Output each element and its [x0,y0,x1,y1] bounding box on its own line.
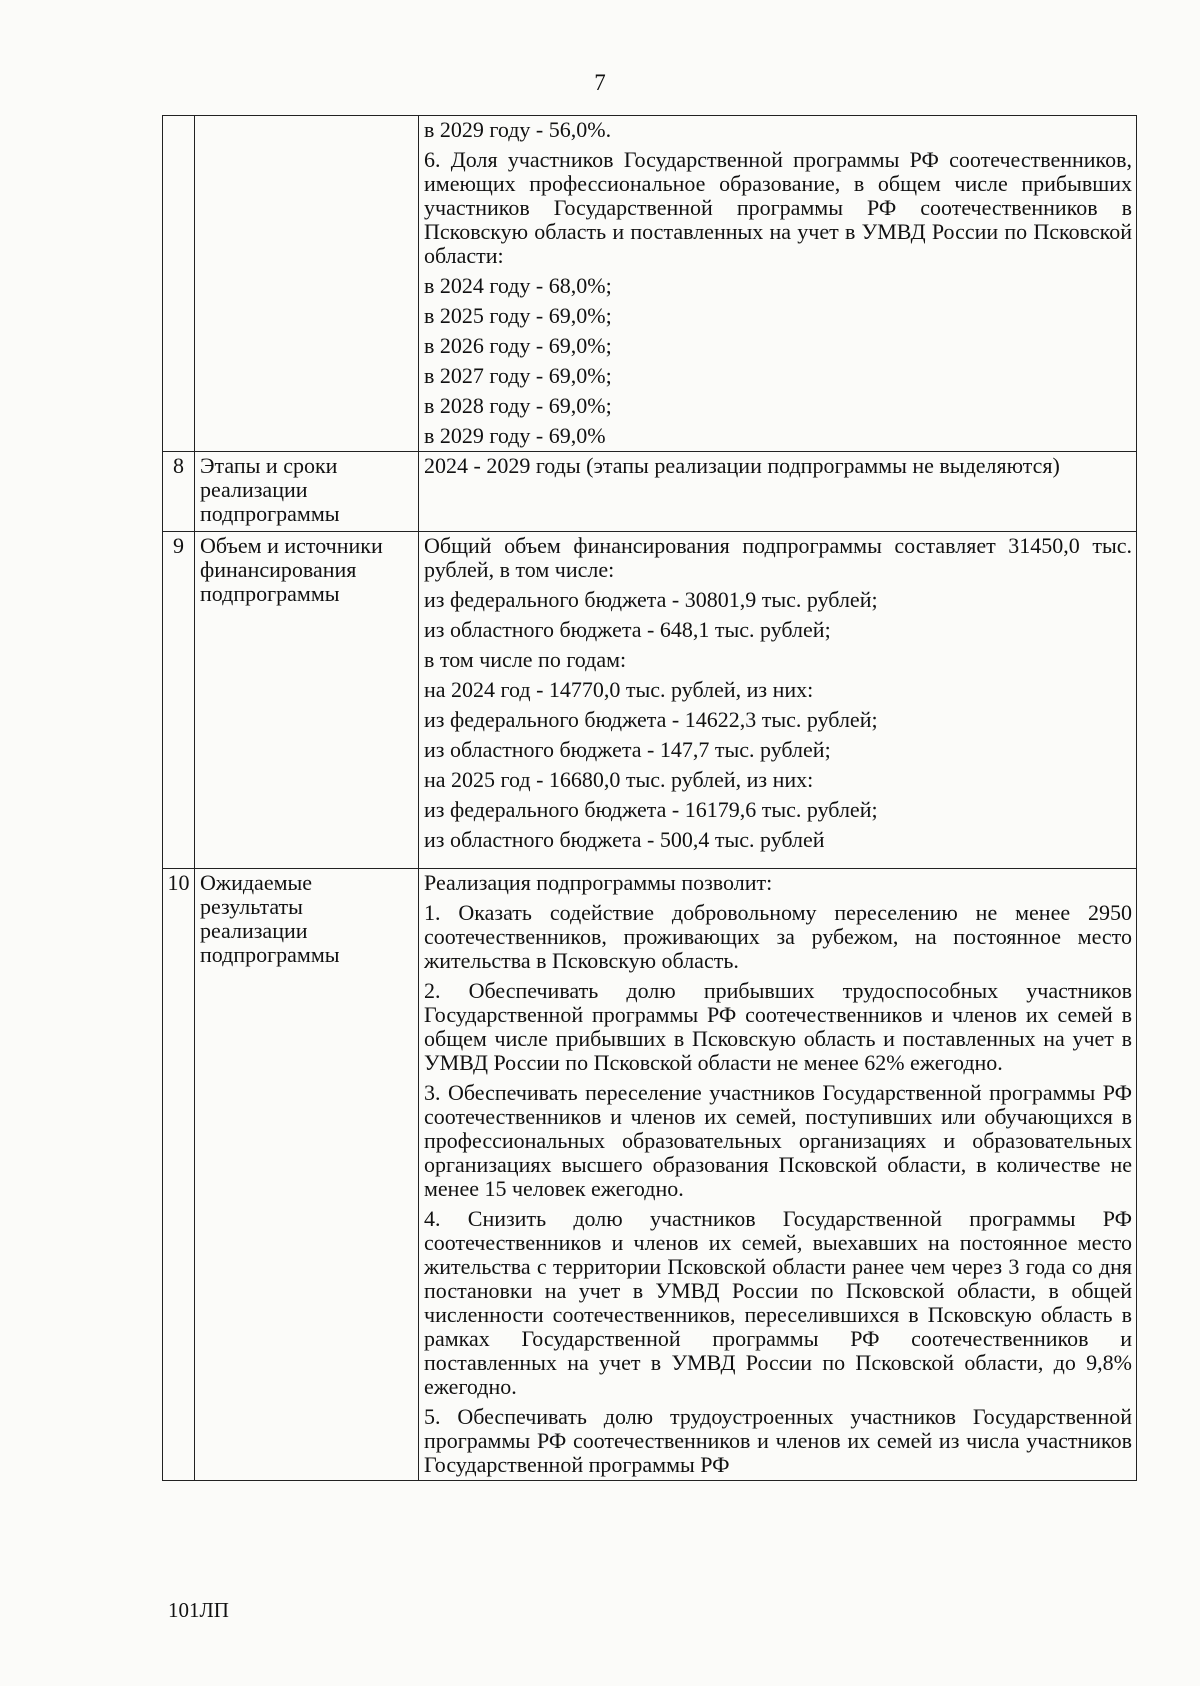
table-row [163,452,1137,532]
paragraph: из областного бюджета - 648,1 тыс. рублей; [424,617,831,642]
row-name: Объем и источники финансирования подпрограммы [195,532,419,869]
passport-table [162,115,1137,1481]
row-content [419,452,1137,532]
row-number [163,116,195,452]
paragraph: 6. Доля участников Государственной программы РФ соотечественников, имеющих профессиональное образование, в общем числе прибывших участников Государственной программы РФ соотечественников в Псковскую область и поставленных на учет в УМВД России по Псковской области: [424,147,1132,268]
paragraph: в том числе по годам: [424,647,627,672]
paragraph: на 2024 год - 14770,0 тыс. рублей, из них: [424,677,814,702]
paragraph: Общий объем финансирования подпрограммы составляет 31450,0 тыс. рублей, в том числе: [424,533,1132,582]
row-name: Этапы и сроки реализации подпрограммы [195,452,419,532]
paragraph: в 2027 году - 69,0%; [424,363,612,388]
paragraph: в 2029 году - 69,0% [424,423,606,448]
row-content [419,532,1137,869]
paragraph: в 2025 году - 69,0%; [424,303,612,328]
page-number: 7 [594,70,606,95]
row-content [419,869,1137,1481]
table-row [163,116,1137,452]
paragraph: в 2028 году - 69,0%; [424,393,612,418]
row-name: Ожидаемые результаты реализации подпрограммы [195,869,419,1481]
row-number: 9 [163,532,195,869]
table-row [163,869,1137,1481]
document-code: 101ЛП [168,1598,229,1622]
row-number: 8 [163,452,195,532]
row-number: 10 [163,869,195,1481]
paragraph: Реализация подпрограммы позволит: [424,870,773,895]
paragraph: из федерального бюджета - 16179,6 тыс. рублей; [424,797,878,822]
paragraph: из областного бюджета - 500,4 тыс. рублей [424,827,825,852]
row-name [195,116,419,452]
paragraph: на 2025 год - 16680,0 тыс. рублей, из них: [424,767,814,792]
paragraph: 2024 - 2029 годы (этапы реализации подпрограммы не выделяются) [424,453,1060,478]
paragraph: 4. Снизить долю участников Государственной программы РФ соотечественников и членов их семей, выехавших на постоянное место жительства с территории Псковской области ранее чем через 3 года со дня постановки на учет в УМВД России по Псковской области, в общей численности соотечественников, переселившихся в Псковскую область в рамках Государственной программы РФ соотечественников и поставленных на учет в УМВД России по Псковской области, до 9,8% ежегодно. [424,1206,1132,1399]
paragraph: 3. Обеспечивать переселение участников Государственной программы РФ соотечественников и членов их семей, поступивших или обучающихся в профессиональных образовательных организациях и образовательных организациях высшего образования Псковской области, в количестве не менее 15 человек ежегодно. [424,1080,1132,1201]
paragraph: из областного бюджета - 147,7 тыс. рублей; [424,737,831,762]
paragraph: 5. Обеспечивать долю трудоустроенных участников Государственной программы РФ соотечественников и членов их семей из числа участников Государственной программы РФ [424,1404,1132,1477]
paragraph: в 2026 году - 69,0%; [424,333,612,358]
paragraph: из федерального бюджета - 14622,3 тыс. рублей; [424,707,878,732]
paragraph: в 2029 году - 56,0%. [424,117,612,142]
row-content [419,116,1137,452]
table-row [163,532,1137,869]
paragraph: в 2024 году - 68,0%; [424,273,612,298]
paragraph: 2. Обеспечивать долю прибывших трудоспособных участников Государственной программы РФ соотечественников и членов их семей в общем числе прибывших в Псковскую область и поставленных на учет в УМВД России по Псковской области не менее 62% ежегодно. [424,978,1132,1075]
paragraph: из федерального бюджета - 30801,9 тыс. рублей; [424,587,878,612]
paragraph: 1. Оказать содействие добровольному переселению не менее 2950 соотечественников, проживающих за рубежом, на постоянное место жительства в Псковскую область. [424,900,1132,973]
